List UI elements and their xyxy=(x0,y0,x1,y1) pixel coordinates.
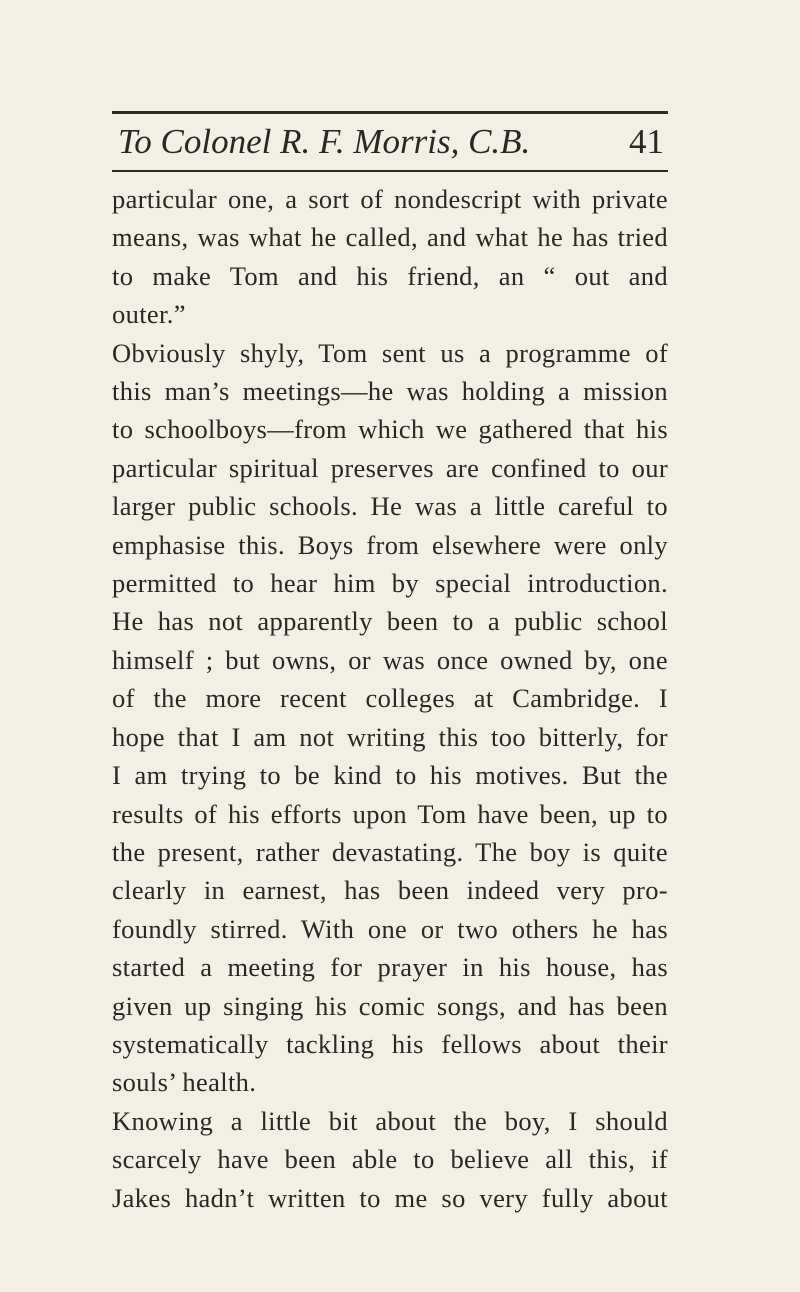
text-line: particular one, a sort of nondescript with private xyxy=(112,184,668,214)
text-line: hope that I am not writing this too bitterly, for xyxy=(112,721,668,752)
header-top-rule xyxy=(112,111,668,114)
text-line: scarcely have been able to believe all this, if xyxy=(112,1144,668,1175)
text-line: of the more recent colleges at Cambridge. I xyxy=(112,683,668,714)
page-number: 41 xyxy=(629,122,664,161)
text-line: himself ; but owns, or was once owned by, one xyxy=(112,644,668,675)
text-line: the present, rather devastating. The boy is quite xyxy=(112,836,668,867)
text-line: emphasise this. Boys from elsewhere were only xyxy=(112,529,668,560)
text-line: souls’ health. xyxy=(112,1067,257,1098)
running-head xyxy=(112,116,668,168)
text-line: given up singing his comic songs, and has been xyxy=(112,990,668,1021)
text-line: Knowing a little bit about the boy, I should xyxy=(112,1105,668,1136)
text-line: larger public schools. He was a little careful to xyxy=(112,491,668,522)
text-line: Obviously shyly, Tom sent us a programme of xyxy=(112,337,668,368)
text-line: to schoolboys—from which we gathered that his xyxy=(112,414,668,445)
text-line: means, was what he called, and what he has tried xyxy=(112,222,668,253)
text-line: foundly stirred. With one or two others he has xyxy=(112,913,668,944)
text-line: outer.” xyxy=(112,299,186,330)
text-line: Jakes hadn’t written to me so very fully about xyxy=(112,1182,668,1213)
text-line: particular spiritual preserves are confined to our xyxy=(112,452,668,483)
text-line: started a meeting for prayer in his house, has xyxy=(112,952,668,983)
header-bottom-rule xyxy=(112,170,668,172)
text-line: this man’s meetings—he was holding a mission xyxy=(112,376,668,407)
body-text xyxy=(112,180,668,1217)
text-line: clearly in earnest, has been indeed very pro- xyxy=(112,875,668,906)
text-line: results of his efforts upon Tom have been, up to xyxy=(112,798,668,829)
text-line: permitted to hear him by special introduction. xyxy=(112,568,668,599)
text-line: to make Tom and his friend, an “ out and xyxy=(112,260,668,291)
text-line: He has not apparently been to a public school xyxy=(112,606,668,637)
text-line: I am trying to be kind to his motives. But the xyxy=(112,760,668,791)
running-head-title: To Colonel R. F. Morris, C.B. xyxy=(118,122,531,161)
text-line: systematically tackling his fellows about their xyxy=(112,1028,668,1059)
